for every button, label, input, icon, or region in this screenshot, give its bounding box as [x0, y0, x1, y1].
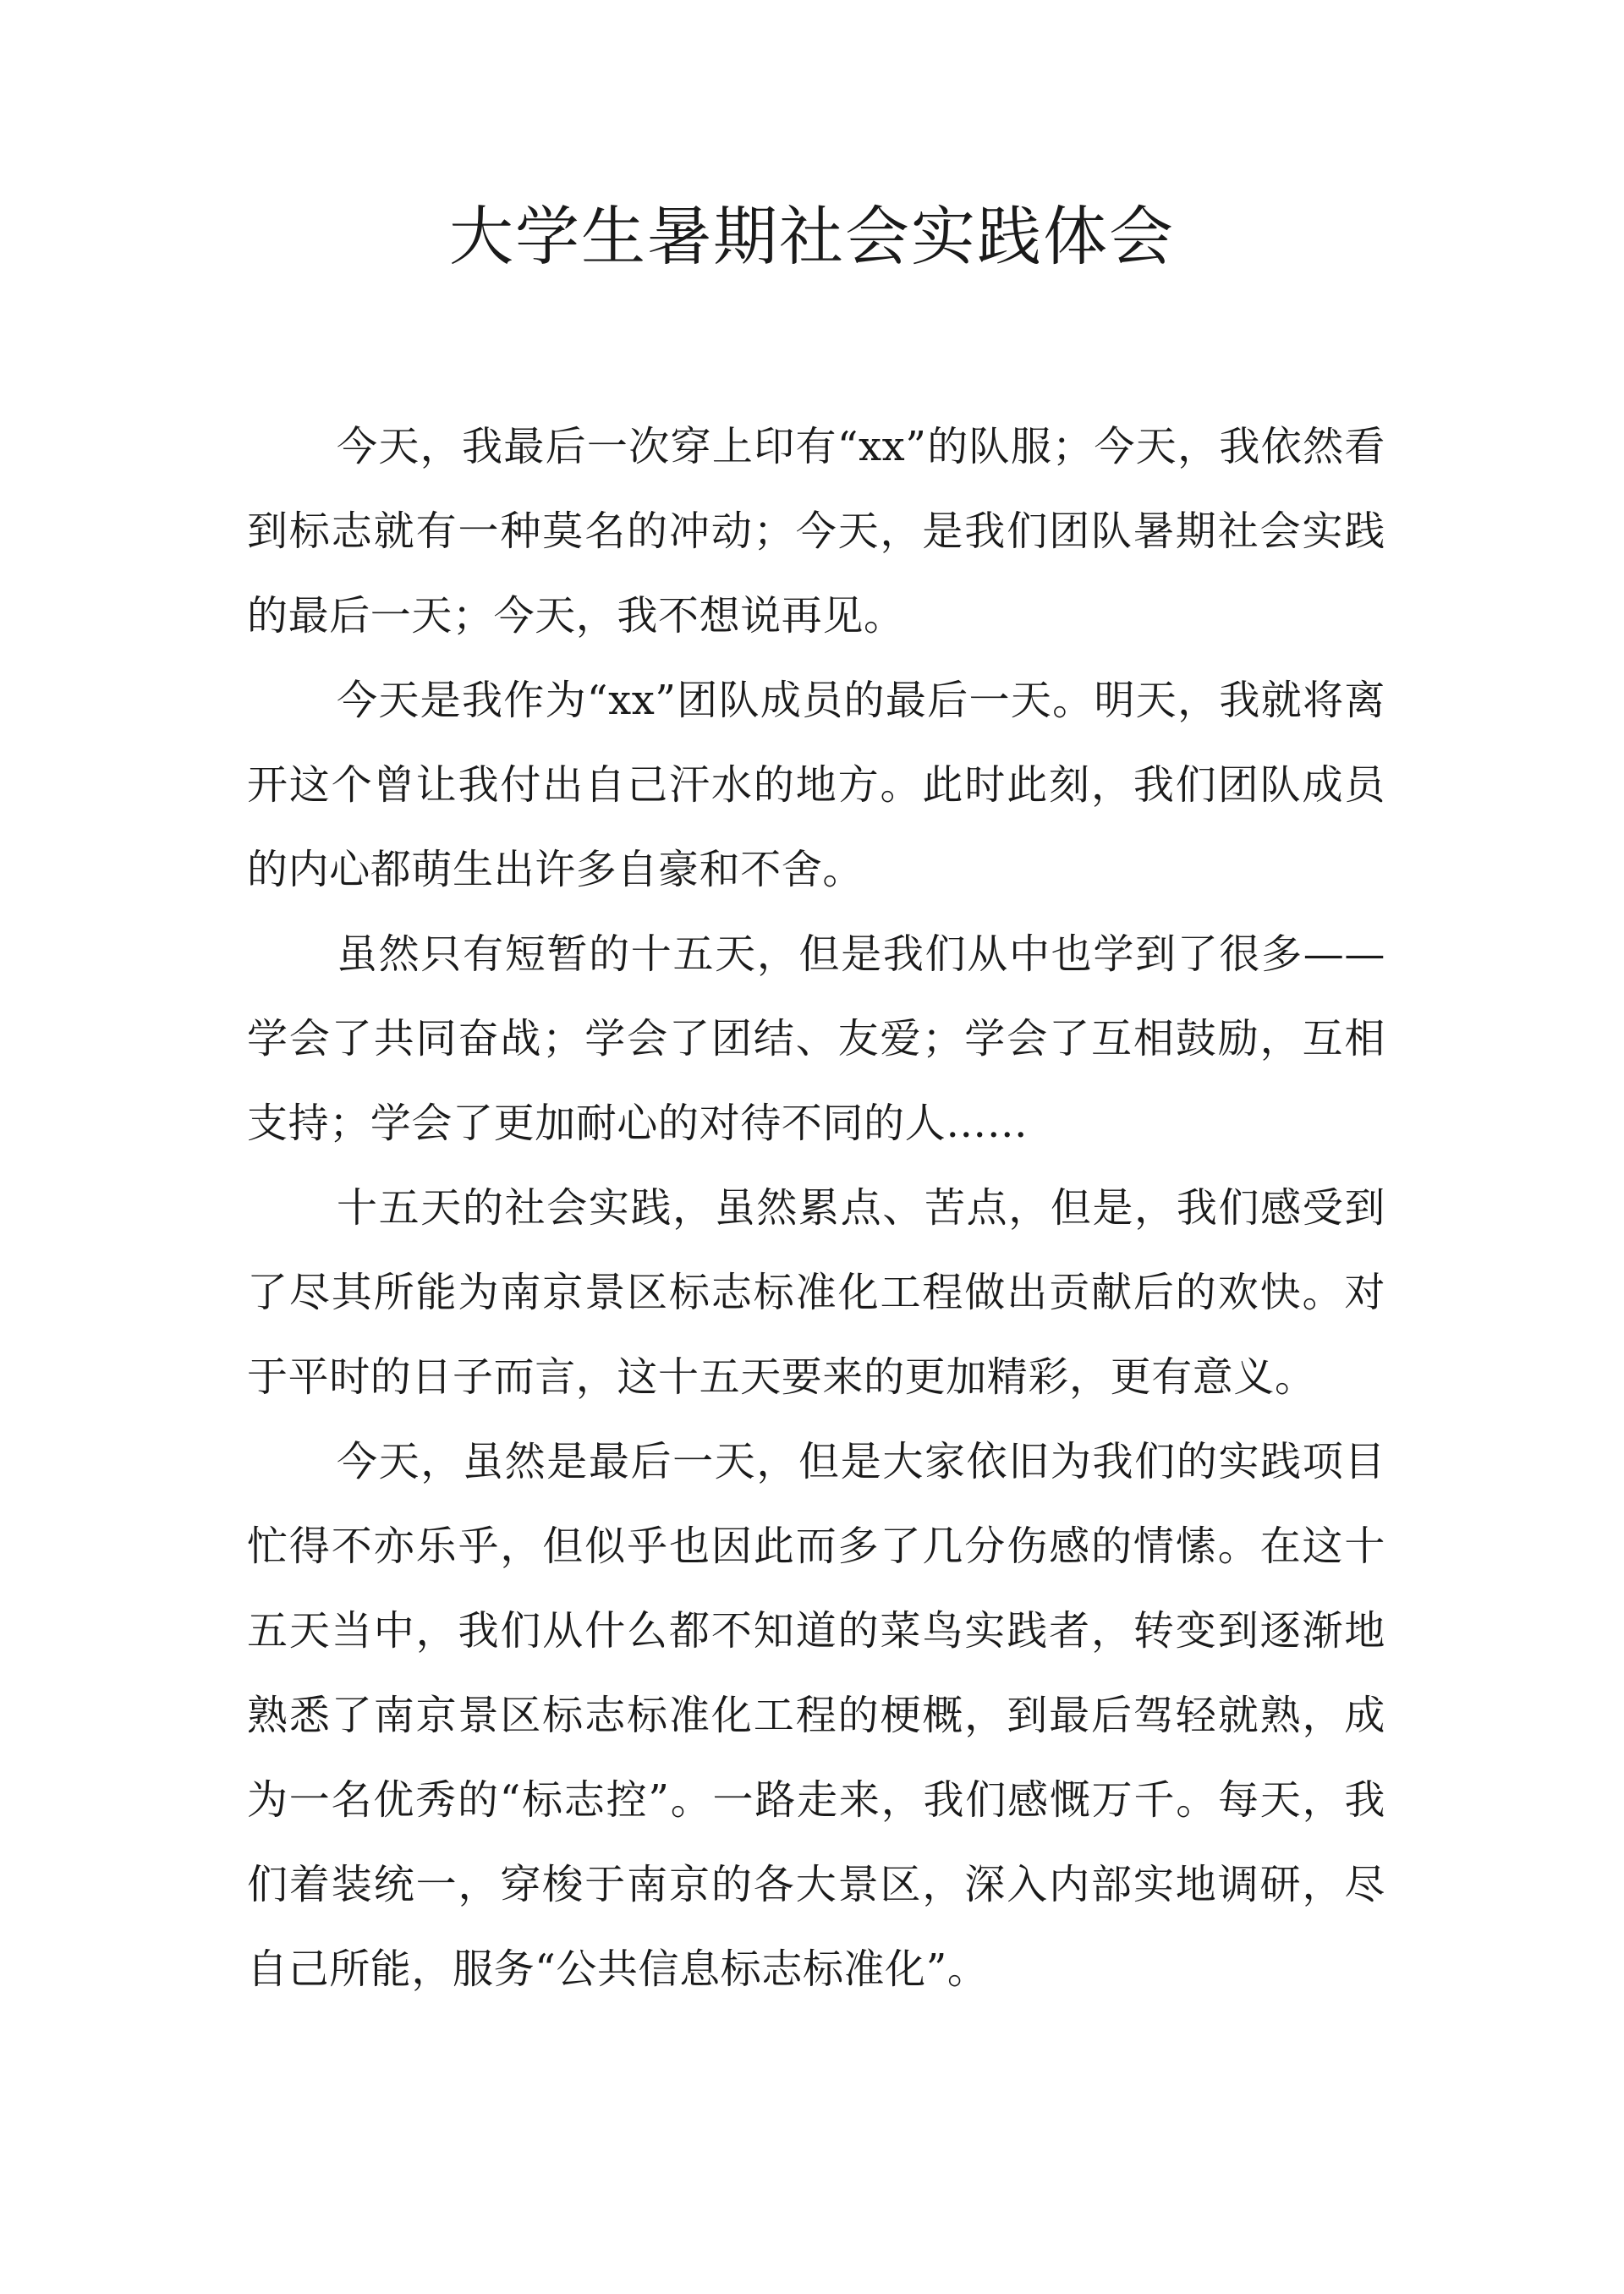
document-body — [247, 404, 1385, 2011]
paragraph-1: 今天，我最后一次穿上印有“xx”的队服；今天，我依然看到标志就有一种莫名的冲动；今天，是我们团队暑期社会实践的最后一天；今天，我不想说再见。 — [247, 423, 1385, 639]
paragraph-4: 十五天的社会实践，虽然累点、苦点，但是，我们感受到了尽其所能为南京景区标志标准化工程做出贡献后的欢快。对于平时的日子而言，这十五天要来的更加精彩，更有意义。 — [247, 1184, 1385, 1401]
paragraph-3: 虽然只有短暂的十五天，但是我们从中也学到了很多——学会了共同奋战；学会了团结、友爱；学会了互相鼓励，互相支持；学会了更加耐心的对待不同的人…… — [247, 930, 1385, 1147]
paragraph-5: 今天，虽然是最后一天，但是大家依旧为我们的实践项目忙得不亦乐乎，但似乎也因此而多了几分伤感的情愫。在这十五天当中，我们从什么都不知道的菜鸟实践者，转变到逐渐地熟悉了南京景区标志标准化工程的梗概，到最后驾轻就熟，成为一名优秀的“标志控”。一路走来，我们感慨万千。每天，我们着装统一，穿梭于南京的各大景区，深入内部实地调研，尽自己所能，服务“公共信息标志标准化”。 — [247, 1438, 1385, 1993]
paragraph-2: 今天是我作为“xx”团队成员的最后一天。明天，我就将离开这个曾让我付出自己汗水的地方。此时此刻，我们团队成员的内心都萌生出许多自豪和不舍。 — [247, 677, 1385, 893]
document-title: 大学生暑期社会实践体会 — [449, 199, 1175, 274]
